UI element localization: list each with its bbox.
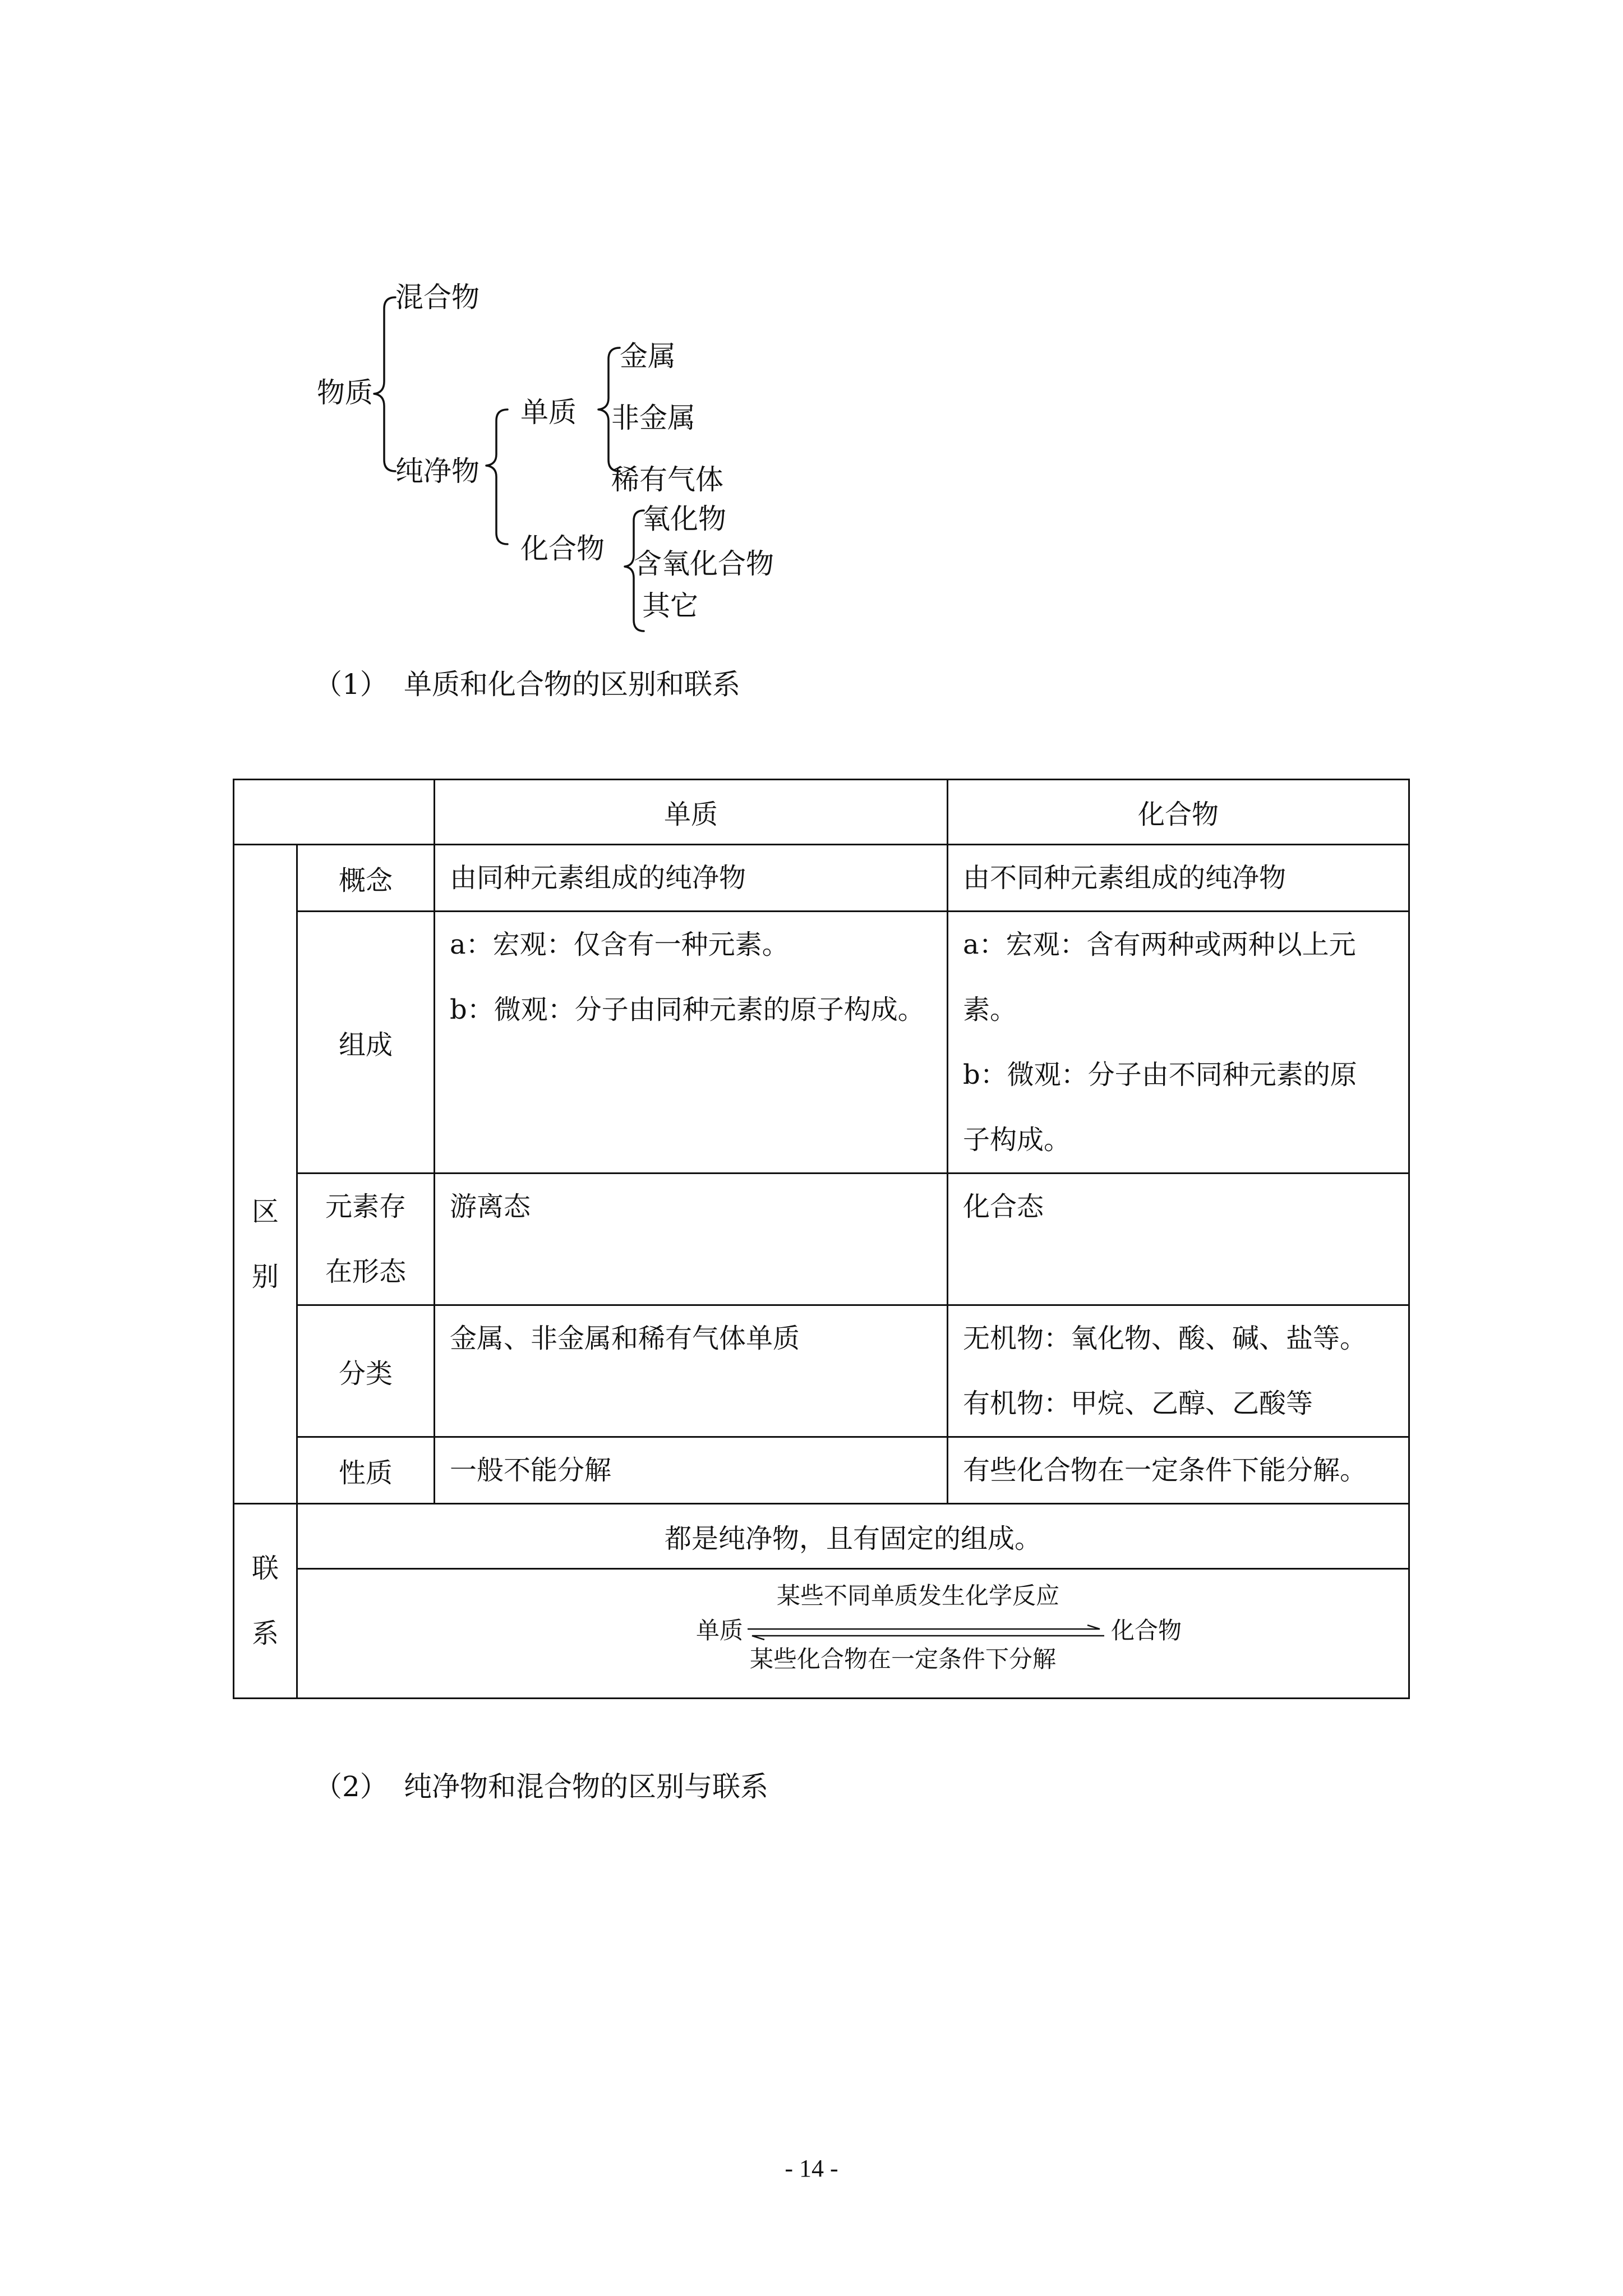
comparison-table [233, 779, 1410, 1699]
group-difference-label: 区 别 [234, 845, 297, 1504]
compound-classification: 无机物：氧化物、酸、碱、盐等。 有机物：甲烷、乙醇、乙酸等 [948, 1305, 1409, 1437]
row-state [234, 1174, 1409, 1305]
tree-root: 物质 [317, 376, 373, 409]
label-state: 元素存 在形态 [297, 1174, 435, 1305]
row-concept [234, 845, 1409, 912]
tree-mixture: 混合物 [395, 281, 479, 314]
label-concept: 概念 [297, 845, 435, 912]
classification-tree [303, 264, 864, 645]
section-2-title: 纯净物和混合物的区别与联系 [404, 1770, 768, 1803]
row-composition [234, 912, 1409, 1174]
equilibrium-arrows-icon [746, 1625, 1105, 1640]
reaction-backward-label: 某些化合物在一定条件下分解 [750, 1645, 1057, 1673]
compound-state: 化合态 [948, 1174, 1409, 1305]
element-classification: 金属、非金属和稀有气体单质 [435, 1305, 948, 1437]
reaction-left: 单质 [696, 1617, 744, 1644]
table-header-row [234, 780, 1409, 845]
header-element: 单质 [435, 780, 948, 845]
label-composition: 组成 [297, 912, 435, 1174]
section-2-number: （2） [314, 1770, 388, 1803]
section-1-number: （1） [314, 668, 388, 701]
tree-other: 其它 [642, 590, 698, 622]
header-empty-cell [234, 780, 435, 845]
compound-composition: a：宏观：含有两种或两种以上元 素。 b：微观：分子由不同种元素的原 子构成。 [948, 912, 1409, 1174]
reaction-right: 化合物 [1111, 1617, 1182, 1644]
tree-element: 单质 [520, 396, 577, 429]
row-property [234, 1437, 1409, 1504]
label-property: 性质 [297, 1437, 435, 1504]
reaction-forward-label: 某些不同单质发生化学反应 [777, 1582, 1060, 1609]
compound-property: 有些化合物在一定条件下能分解。 [948, 1437, 1409, 1504]
tree-oxide: 氧化物 [642, 503, 726, 535]
tree-nonmetal: 非金属 [611, 402, 695, 434]
reaction-cell [297, 1569, 1409, 1699]
tree-compound: 化合物 [520, 532, 605, 565]
element-property: 一般不能分解 [435, 1437, 948, 1504]
section-1-title: 单质和化合物的区别和联系 [404, 668, 740, 701]
tree-pure: 纯净物 [395, 455, 479, 487]
label-classification: 分类 [297, 1305, 435, 1437]
element-composition: a：宏观：仅含有一种元素。 b：微观：分子由同种元素的原子构成。 [435, 912, 948, 1174]
section-1-heading [314, 668, 740, 701]
tree-oxy-compound: 含氧化合物 [634, 547, 774, 580]
brace-pure [479, 365, 513, 567]
tree-noble-gas: 稀有气体 [611, 463, 723, 496]
section-2-heading [314, 1770, 768, 1803]
tree-metal: 金属 [620, 340, 676, 372]
element-concept: 由同种元素组成的纯净物 [435, 845, 948, 912]
header-compound: 化合物 [948, 780, 1409, 845]
compound-concept: 由不同种元素组成的纯净物 [948, 845, 1409, 912]
row-relation-reaction [234, 1569, 1409, 1699]
reaction-diagram [298, 1570, 1408, 1697]
page-number: - 14 - [785, 2155, 838, 2182]
row-classification [234, 1305, 1409, 1437]
group-relation-label: 联 系 [234, 1504, 297, 1699]
relation-text: 都是纯净物，且有固定的组成。 [297, 1504, 1409, 1569]
element-state: 游离态 [435, 1174, 948, 1305]
row-relation-text [234, 1504, 1409, 1569]
